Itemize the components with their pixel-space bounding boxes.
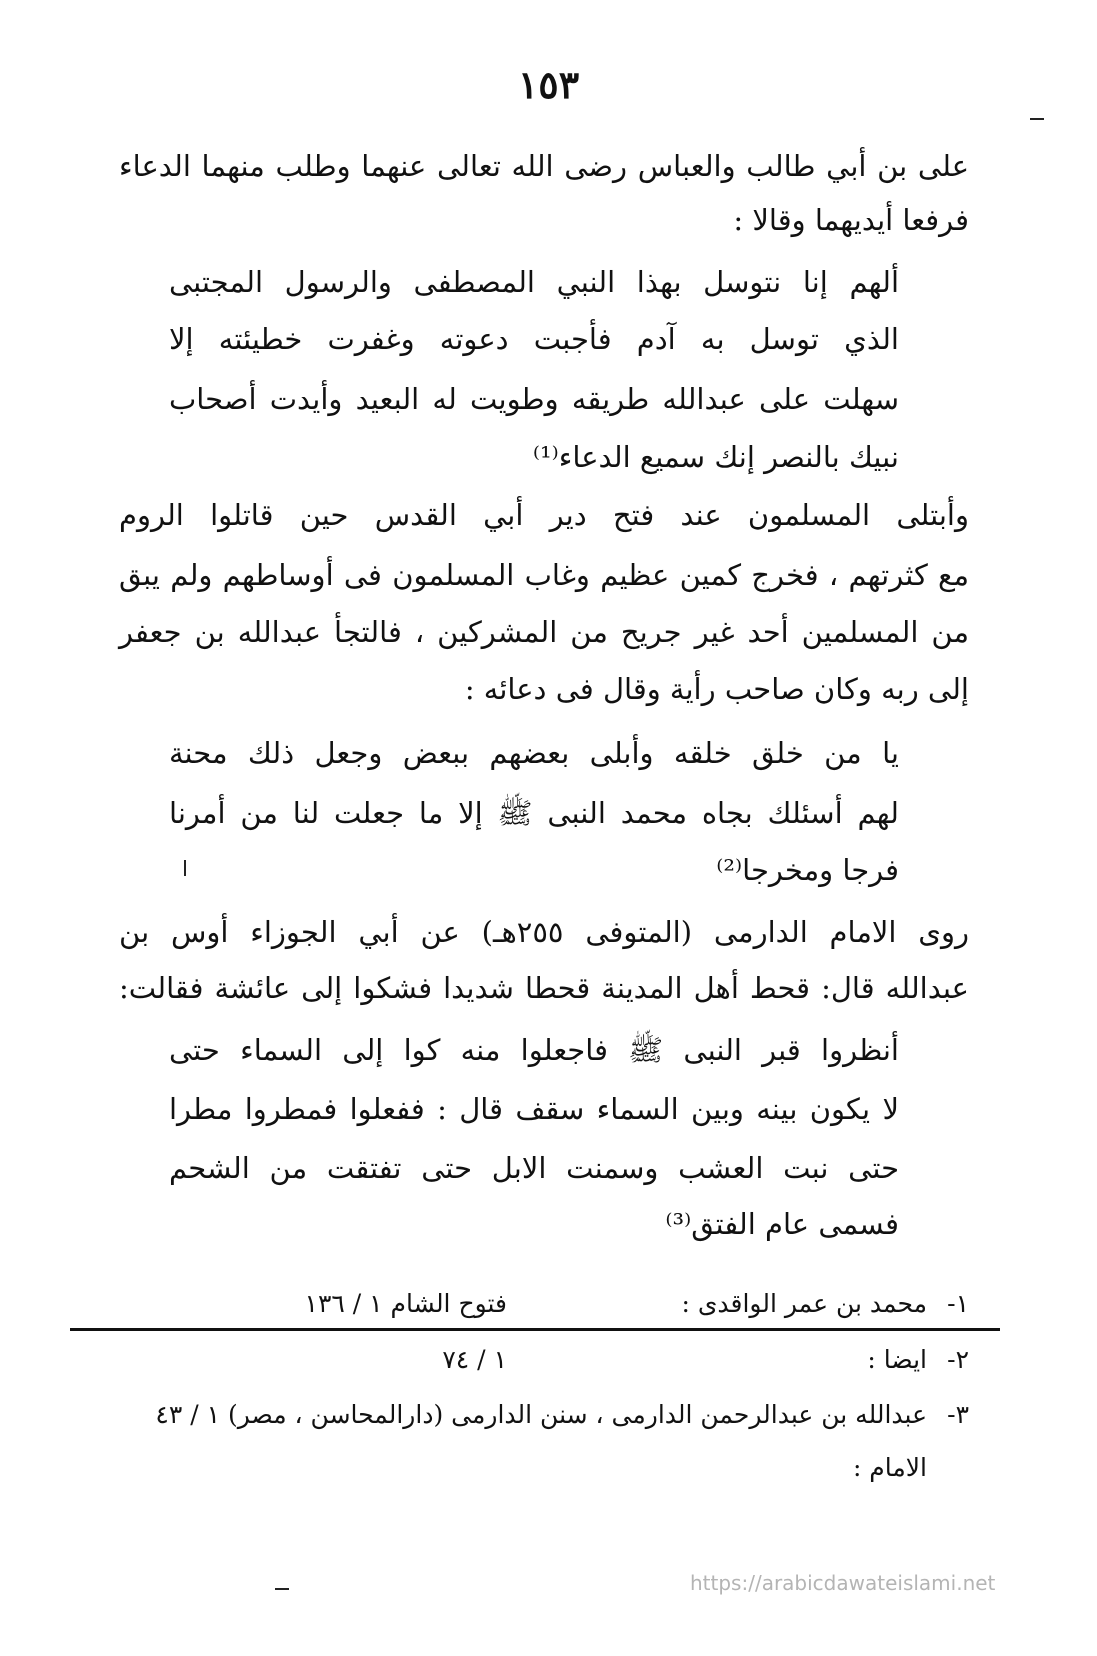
footnote-author: ايضا : [867, 1345, 927, 1374]
footnote-number: ١- [947, 1289, 969, 1318]
body-line: فرفعا أيديهما وقالا : [733, 203, 969, 237]
quote-line: نبيك بالنصر إنك سميع الدعاء⁽¹⁾ [532, 440, 899, 474]
margin-mark [275, 1588, 289, 1590]
margin-mark [1030, 118, 1044, 120]
quote-line: لهم أسئلك بجاه محمد النبى ﷺ إلا ما جعلت لنا من أمرنا [169, 796, 899, 830]
footnote-ref: فتوح الشام ١ / ١٣٦ [304, 1289, 507, 1318]
quote-line: الذي توسل به آدم فأجبت دعوته وغفرت خطيئته إلا [169, 322, 899, 356]
footnote-author: الامام : [852, 1453, 927, 1482]
quote-line: فرجا ومخرجا⁽²⁾ [716, 853, 899, 887]
footnote-ref: ١ / ٧٤ [442, 1345, 507, 1374]
body-line: من المسلمين أحد غير جريح من المشركين ، فالتجأ عبدالله بن جعفر [119, 615, 969, 649]
margin-mark [184, 860, 186, 876]
body-line: عبدالله قال: قحط أهل المدينة قحطا شديدا فشكوا إلى عائشة فقالت: [119, 971, 969, 1005]
page-number: ١٥٣ [517, 62, 580, 107]
quote-line: حتى نبت العشب وسمنت الابل حتى تفتقت من الشحم [169, 1151, 899, 1185]
footnote-author: عبدالله بن عبدالرحمن الدارمى ، سنن الدارمى (دارالمحاسن ، مصر) ١ / ٤٣ [155, 1400, 927, 1429]
quote-line: يا من خلق خلقه وأبلى بعضهم ببعض وجعل ذلك محنة [169, 736, 899, 770]
quote-line: سهلت على عبدالله طريقه وطويت له البعيد وأيدت أصحاب [169, 382, 899, 416]
quote-line: ألهم إنا نتوسل بهذا النبي المصطفى والرسول المجتبى [169, 265, 899, 299]
body-line: على بن أبي طالب والعباس رضى الله تعالى عنهما وطلب منهما الدعاء [119, 149, 969, 183]
footnote-divider [70, 1328, 1000, 1331]
body-line: روى الامام الدارمى (المتوفى ٢٥٥هـ) عن أبي الجوزاء أوس بن [119, 915, 970, 949]
quote-line: فسمى عام الفتق⁽³⁾ [665, 1207, 899, 1241]
watermark: https://arabicdawateislami.net [690, 1571, 996, 1595]
quote-line: أنظروا قبر النبى ﷺ فاجعلوا منه كوا إلى السماء حتى [169, 1033, 899, 1067]
body-line: إلى ربه وكان صاحب رأية وقال فى دعائه : [464, 672, 969, 706]
body-line: مع كثرتهم ، فخرج كمين عظيم وغاب المسلمون فى أوساطهم ولم يبق [119, 558, 969, 592]
quote-line: لا يكون بينه وبين السماء سقف قال : ففعلوا فمطروا مطرا [169, 1092, 899, 1126]
footnote-author: محمد بن عمر الواقدى : [681, 1289, 927, 1318]
footnote-number: ٣- [947, 1400, 969, 1429]
footnote-number: ٢- [947, 1345, 969, 1374]
body-line: وأبتلى المسلمون عند فتح دير أبي القدس حين قاتلوا الروم [119, 498, 969, 532]
